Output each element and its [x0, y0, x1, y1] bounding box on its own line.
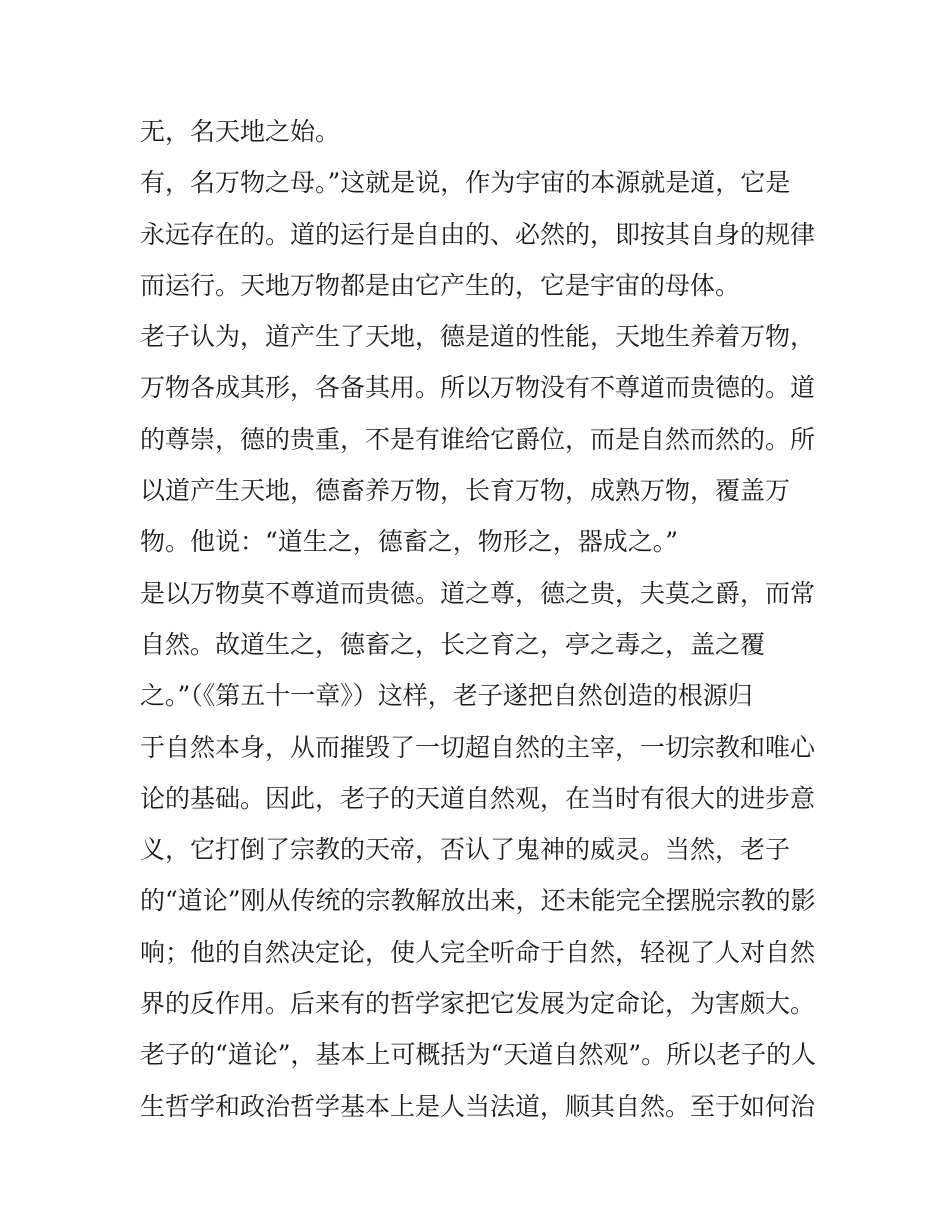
- text-line: 万物各成其形，各备其用。所以万物没有不尊道而贵德的。道: [140, 373, 816, 403]
- text-line: 老子的“道论”，基本上可概括为“天道自然观”。所以老子的人: [140, 1040, 817, 1070]
- text-line: 自然。故道生之，德畜之，长之育之，亭之毒之，盖之覆: [140, 629, 766, 659]
- text-line: 物。他说：“道生之，德畜之，物形之，器成之。”: [140, 527, 679, 557]
- text-line: 老子认为，道产生了天地，德是道的性能，天地生养着万物，: [140, 322, 816, 352]
- text-line: 生哲学和政治哲学基本上是人当法道，顺其自然。至于如何治: [140, 1091, 816, 1121]
- text-line: 永远存在的。道的运行是自由的、必然的，即按其自身的规律: [140, 219, 816, 249]
- text-line: 界的反作用。后来有的哲学家把它发展为定命论，为害颇大。: [140, 989, 816, 1019]
- text-line: 于自然本身，从而摧毁了一切超自然的主宰，一切宗教和唯心: [140, 732, 816, 762]
- text-line: 的“道论”刚从传统的宗教解放出来，还未能完全摆脱宗教的影: [140, 886, 816, 916]
- text-body: [140, 106, 820, 1132]
- text-line: 而运行。天地万物都是由它产生的，它是宇宙的母体。: [140, 270, 741, 300]
- text-line: 之。”（《第五十一章》）这样，老子遂把自然创造的根源归: [140, 681, 753, 711]
- text-line: 的尊崇，德的贵重，不是有谁给它爵位，而是自然而然的。所: [140, 424, 816, 454]
- text-line: 响；他的自然决定论，使人完全听命于自然，轻视了人对自然: [140, 937, 816, 967]
- text-line: 无，名天地之始。: [140, 117, 341, 146]
- text-line: 有，名万物之母。”这就是说，作为宇宙的本源就是道，它是: [140, 168, 791, 198]
- text-line: 义，它打倒了宗教的天帝，否认了鬼神的威灵。当然，老子: [140, 835, 791, 865]
- text-line: 是以万物莫不尊道而贵德。道之尊，德之贵，夫莫之爵，而常: [140, 578, 816, 608]
- text-line: 论的基础。因此，老子的天道自然观，在当时有很大的进步意: [140, 783, 816, 813]
- text-line: 以道产生天地，德畜养万物，长育万物，成熟万物，覆盖万: [140, 476, 791, 506]
